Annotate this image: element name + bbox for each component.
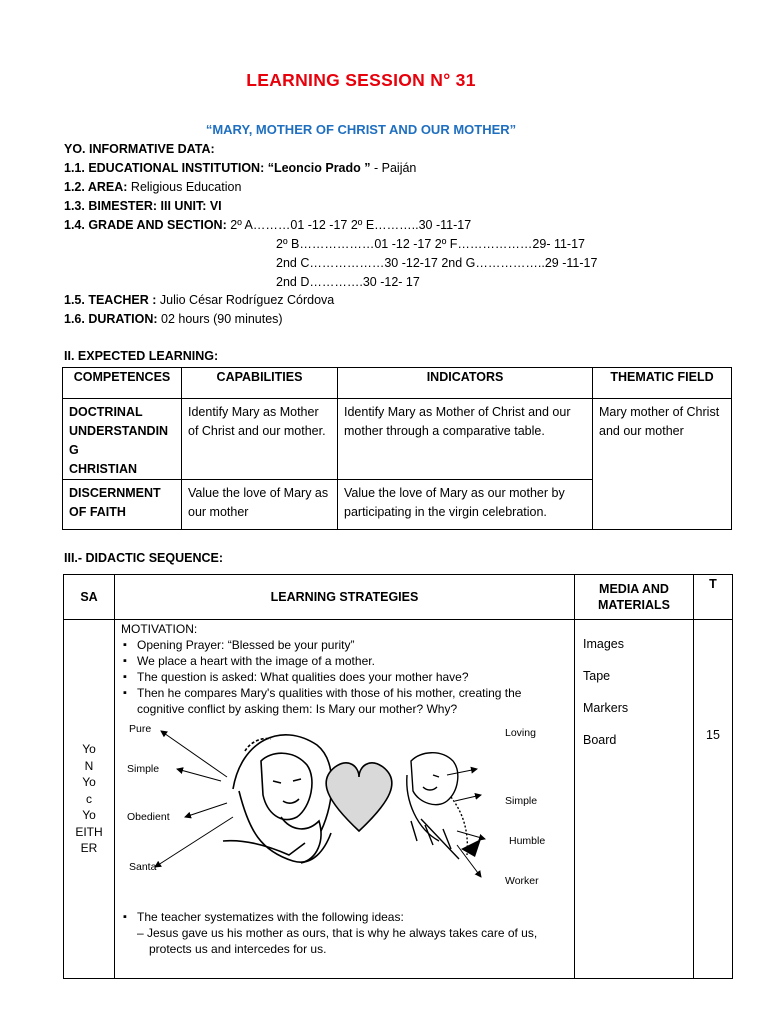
quality-worker: Worker [505,875,539,887]
bimester-line: 1.3. BIMESTER: III UNIT: VI [64,199,222,213]
indicator-cell: Identify Mary as Mother of Christ and our mother through a comparative table. [338,399,593,480]
table-row [63,399,732,480]
grade-line-1: 2º A………01 -12 -17 2º E………..30 -11-17 [226,218,472,232]
area-line [64,180,241,194]
qualities-diagram [121,721,580,917]
grade-line-2: 2º B………………01 -12 -17 2º F………………29- 11-17 [276,237,585,251]
quality-santa: Santa [129,861,157,873]
time-cell: 15 [694,620,733,979]
indicator-cell: Value the love of Mary as our mother by participating in the virgin celebration. [338,480,593,530]
teacher-line [64,293,334,307]
media-markers: Markers [583,701,629,715]
grade-line-4: 2nd D………….30 -12- 17 [276,275,420,289]
dash-item: – Jesus gave us his mother as ours, that is why he always takes care of us, protects us and intercedes for us. [137,926,538,956]
page-title: LEARNING SESSION N° 31 [246,70,476,90]
quality-simple-right: Simple [505,795,538,807]
thematic-cell: Mary mother of Christ and our mother [593,399,732,530]
systematize-list [121,909,570,925]
area-label: 1.2. AREA: [64,180,128,194]
col-capabilities: CAPABILITIES [182,368,338,399]
arrow-simple-left [177,769,221,781]
col-time: T [694,575,733,620]
competence-cell: DISCERNMENT OF FAITH [63,480,182,530]
mother-figure-icon [407,753,468,859]
list-item: ▪ Then he compares Mary's qualities with those of his mother, creating the cognitive conflict by asking them: Is Mary our mother? Why? [137,685,570,717]
col-indicators: INDICATORS [338,368,593,399]
session-subtitle: “MARY, MOTHER OF CHRIST AND OUR MOTHER” [205,122,517,137]
col-media-materials: MEDIA AND MATERIALS [575,575,694,620]
list-item: ▪ We place a heart with the image of a mother. [137,653,570,669]
arrow-santa [155,817,233,867]
didactic-sequence-table [63,574,733,979]
arrow-pure [161,731,227,777]
duration-label: 1.6. DURATION: [64,312,158,326]
arrow-loving [447,769,477,775]
didactic-sequence-heading: III.- DIDACTIC SEQUENCE: [64,551,224,565]
table-header-row [64,575,733,620]
expected-learning-table [62,367,732,530]
grade-label: 1.4. GRADE AND SECTION: [64,218,227,232]
motivation-list [121,637,570,717]
media-cell [575,620,694,979]
list-item: ▪ The question is asked: What qualities does your mother have? [137,669,570,685]
comparison-illustration [121,721,570,917]
table-row [64,620,733,979]
duration-value: 02 hours (90 minutes) [157,312,283,326]
heart-icon [326,763,392,831]
col-learning-strategies: LEARNING STRATEGIES [115,575,575,620]
grade-line-3: 2nd C………………30 -12-17 2nd G……………..29 -11-17 [276,256,598,270]
quality-humble: Humble [509,835,546,847]
media-tape: Tape [583,669,611,683]
quality-obedient: Obedient [127,811,170,823]
media-board: Board [583,733,617,747]
quality-pure: Pure [129,723,152,735]
quality-loving: Loving [505,727,536,739]
teacher-value: Julio César Rodríguez Córdova [156,293,335,307]
institution-label: 1.1. EDUCATIONAL INSTITUTION: “Leoncio Prado ” [64,161,371,175]
quality-simple-left: Simple [127,763,160,775]
capability-cell: Value the love of Mary as our mother [182,480,338,530]
institution-suffix: - Paiján [370,161,417,175]
list-item: ▪ The teacher systematizes with the following ideas: [137,909,570,925]
mary-figure-icon [223,735,332,863]
expected-learning-heading: II. EXPECTED LEARNING: [64,349,219,363]
capability-cell: Identify Mary as Mother of Christ and our mother. [182,399,338,480]
table-header-row [63,368,732,399]
duration-line [64,312,283,326]
strategies-cell [115,620,575,979]
col-sa: SA [64,575,115,620]
arrow-humble [457,831,485,839]
col-thematic-field: THEMATIC FIELD [593,368,732,399]
arrow-simple-right [455,795,481,801]
competence-cell: DOCTRINAL UNDERSTANDIN G CHRISTIAN [63,399,182,480]
sa-cell: Yo N Yo c Yo EITH ER [64,620,115,979]
area-value: Religious Education [127,180,242,194]
col-competences: COMPETENCES [63,368,182,399]
motivation-label: MOTIVATION: [121,622,198,636]
list-item: ▪ Opening Prayer: “Blessed be your purity” [137,637,570,653]
arrow-obedient [185,803,227,817]
informative-heading: YO. INFORMATIVE DATA: [64,142,215,156]
grade-line [64,218,471,232]
teacher-label: 1.5. TEACHER : [64,293,157,307]
media-images: Images [583,637,624,651]
institution-line [64,161,416,175]
